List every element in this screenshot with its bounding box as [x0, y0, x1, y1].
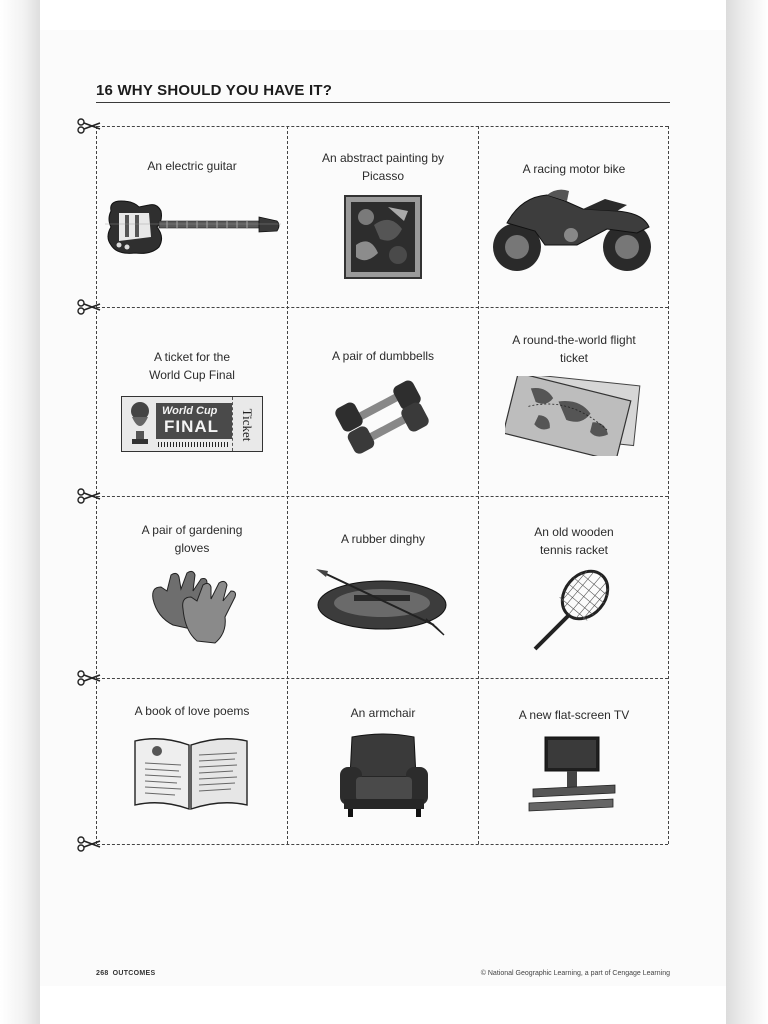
scan-shadow-right: [726, 0, 768, 1024]
card-label: A rubber dinghy: [340, 532, 426, 546]
card-label: A racing motor bike: [522, 162, 626, 176]
copyright-notice: © National Geographic Learning, a part of Cengage Learning: [480, 970, 670, 977]
page-footer-left: [96, 970, 159, 977]
ticket-final: FINAL: [164, 417, 220, 436]
card-label: A pair of gardening gloves: [141, 523, 243, 555]
page-title: 16 WHY SHOULD YOU HAVE IT?: [96, 82, 333, 99]
dumbbells-icon: [330, 374, 434, 454]
card-label: An abstract painting by Picasso: [321, 151, 445, 183]
card-dumbbells: [288, 308, 478, 494]
card-label: A pair of dumbbells: [331, 349, 435, 363]
dinghy-icon: [314, 565, 454, 637]
card-abstract-painting: [288, 127, 478, 313]
ticket-icon: [121, 396, 263, 452]
section-name: OUTCOMES: [112, 970, 156, 977]
card-label: A round-the-world flight ticket: [512, 333, 636, 365]
page-margin-bottom: [40, 986, 726, 1024]
world-map-ticket-icon: [505, 376, 641, 456]
ticket-title: World Cup: [162, 405, 218, 417]
painting-icon: [344, 195, 422, 279]
scan-shadow-left: [0, 0, 40, 1024]
book-icon: [133, 733, 249, 811]
title-rule: [96, 102, 670, 103]
card-label: A book of love poems: [134, 704, 250, 718]
tennis-racket-icon: [529, 569, 619, 653]
card-armchair: [288, 679, 478, 865]
electric-guitar-icon: [105, 197, 281, 257]
card-flat-screen-tv: [479, 679, 669, 865]
card-round-the-world-ticket: [479, 308, 669, 494]
card-electric-guitar: [97, 127, 287, 313]
card-rubber-dinghy: [288, 497, 478, 683]
gloves-icon: [147, 569, 237, 649]
card-label: A ticket for the World Cup Final: [149, 350, 235, 382]
motorbike-icon: [487, 187, 657, 273]
card-label: An electric guitar: [147, 159, 237, 173]
trophy-icon: [126, 401, 154, 447]
card-book-of-poems: [97, 679, 287, 865]
card-world-cup-ticket: [97, 308, 287, 494]
armchair-icon: [338, 733, 430, 819]
card-label: A new flat-screen TV: [518, 708, 630, 722]
tv-icon: [527, 735, 621, 817]
barcode: [158, 442, 228, 447]
card-label: An armchair: [350, 706, 416, 720]
card-tennis-racket: [479, 497, 669, 683]
card-gardening-gloves: [97, 497, 287, 683]
ticket-side-label: Ticket: [240, 408, 255, 442]
page-number: 268: [96, 970, 109, 977]
card-racing-motor-bike: [479, 127, 669, 313]
card-label: An old wooden tennis racket: [534, 525, 614, 557]
